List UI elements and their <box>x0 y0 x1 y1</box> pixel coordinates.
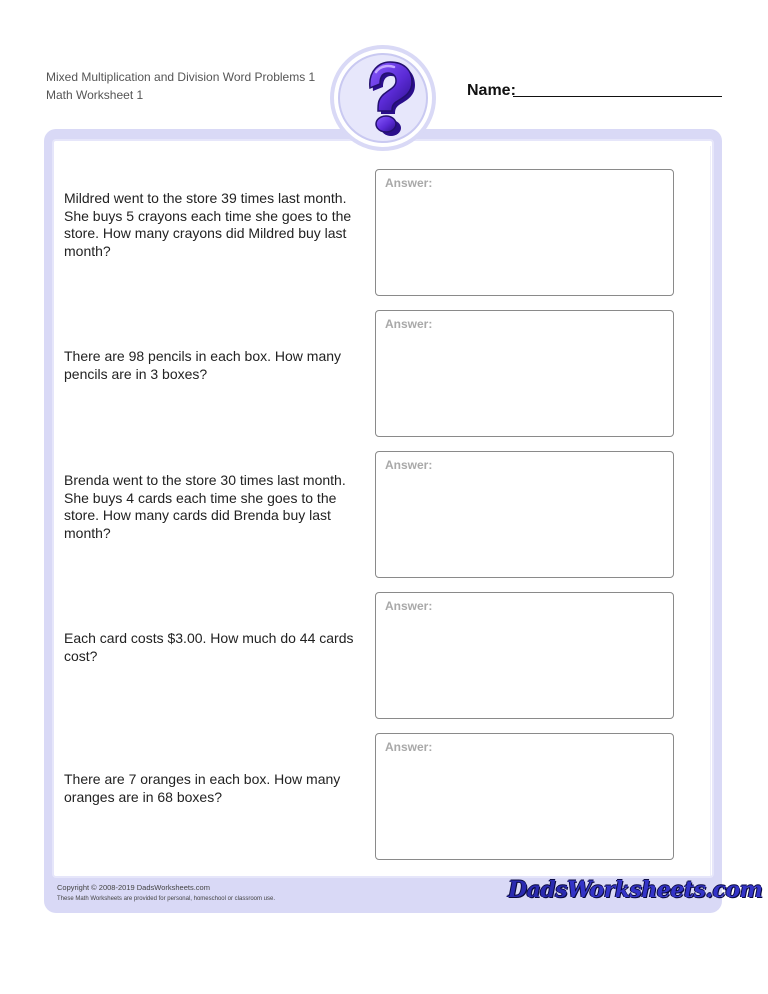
logo-part-worksheets: Worksheets <box>567 877 706 903</box>
logo-part-com: .com <box>705 877 763 903</box>
footer-copyright: Copyright © 2008-2019 DadsWorksheets.com <box>57 883 210 892</box>
answer-box-1[interactable] <box>375 169 674 296</box>
dadsworksheets-logo[interactable] <box>508 877 762 903</box>
answer-label: Answer: <box>385 317 433 331</box>
answer-box-4[interactable] <box>375 592 674 719</box>
answer-label: Answer: <box>385 599 433 613</box>
problem-2-text: There are 98 pencils in each box. How many pencils are in 3 boxes? <box>64 348 342 382</box>
worksheet-title <box>46 68 315 104</box>
problem-3-text: Brenda went to the store 30 times last month. She buys 4 cards each time she goes to the store. How many cards did Brenda buy last month? <box>64 472 346 541</box>
answer-box-5[interactable] <box>375 733 674 860</box>
question-mark-icon <box>350 58 416 136</box>
problem-1-text: Mildred went to the store 39 times last month. She buys 5 crayons each time she goes to the store. How many crayons did Mildred buy last month? <box>64 190 352 259</box>
footer-note: These Math Worksheets are provided for personal, homeschool or classroom use. <box>57 896 275 902</box>
answer-label: Answer: <box>385 176 433 190</box>
worksheet-title-line2: Math Worksheet 1 <box>46 88 144 102</box>
name-label: Name: <box>467 82 516 99</box>
answer-label: Answer: <box>385 740 433 754</box>
answer-box-3[interactable] <box>375 451 674 578</box>
worksheet-title-line1: Mixed Multiplication and Division Word Problems 1 <box>46 70 316 84</box>
problem-4-text: Each card costs $3.00. How much do 44 cards cost? <box>64 630 354 664</box>
problem-5-text: There are 7 oranges in each box. How many oranges are in 68 boxes? <box>64 771 341 805</box>
answer-label: Answer: <box>385 458 433 472</box>
logo-part-dads: Dads <box>508 877 568 903</box>
answer-box-2[interactable] <box>375 310 674 437</box>
frame-rule <box>710 146 711 876</box>
name-input-line[interactable] <box>513 96 722 97</box>
